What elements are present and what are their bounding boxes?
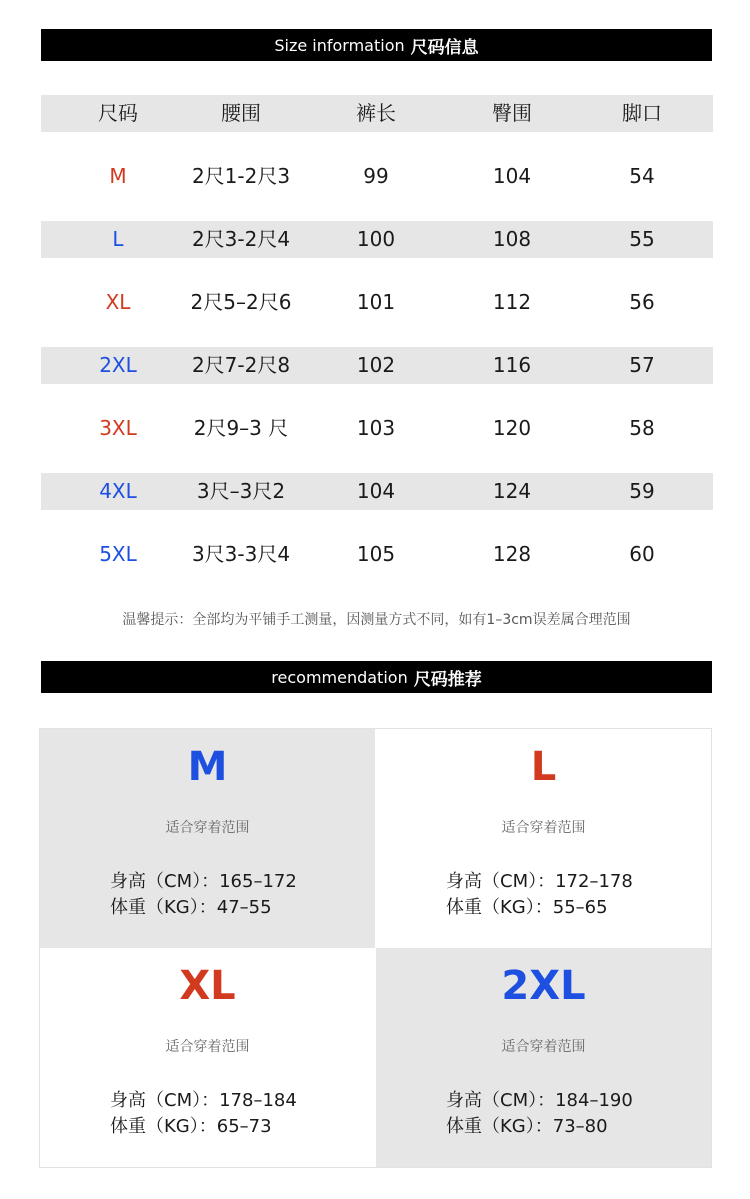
hem-cell: 60 [629,542,655,566]
length-cell: 102 [356,353,396,377]
header-size: 尺码 [98,101,138,125]
hip-cell: 116 [492,353,532,377]
waist-cell: 2尺9–3 尺 [193,416,289,440]
size-cell: 3XL [99,416,137,440]
measurement-tip: 温馨提示：全部均为平铺手工测量，因测量方式不同，如有1–3cm误差属合理范围 [122,612,631,628]
card-size-label: XL [179,963,236,1009]
size-cell: 2XL [99,353,137,377]
card-weight: 体重（KG）：55–65 [446,897,608,918]
card-range-label: 适合穿着范围 [501,820,586,836]
recommendation-header-en: recommendation [271,667,408,687]
size-cell: 5XL [99,542,137,566]
size-info-header [41,29,712,61]
length-cell: 104 [356,479,396,503]
card-weight: 体重（KG）：47–55 [110,897,272,918]
table-row [41,473,713,510]
table-row [41,536,713,573]
table-row [41,221,713,258]
table-row [41,347,713,384]
card-height: 身高（CM）：172–178 [446,871,633,892]
card-range-label: 适合穿着范围 [165,1039,250,1055]
hip-cell: 124 [492,479,532,503]
size-info-header-cn: 尺码信息 [410,37,479,58]
length-cell: 99 [363,164,389,188]
recommendation-card-m [40,729,375,948]
length-cell: 100 [356,227,396,251]
hip-cell: 108 [492,227,532,251]
size-table [41,95,713,573]
waist-cell: 2尺7-2尺8 [191,353,291,377]
card-height: 身高（CM）：184–190 [446,1090,633,1111]
size-cell: 4XL [99,479,137,503]
card-weight: 体重（KG）：73–80 [446,1116,608,1137]
hip-cell: 120 [492,416,532,440]
card-height: 身高（CM）：178–184 [110,1090,297,1111]
card-size-label: M [187,744,228,790]
hip-cell: 112 [492,290,532,314]
size-cell: XL [105,290,131,314]
hip-cell: 128 [492,542,532,566]
recommendation-card-xl [40,948,375,1167]
card-size-label: L [530,744,557,790]
hem-cell: 54 [629,164,655,188]
card-range-label: 适合穿着范围 [501,1039,586,1055]
hip-cell: 104 [492,164,532,188]
recommendation-header [41,661,712,693]
hem-cell: 56 [629,290,655,314]
header-waist: 腰围 [221,101,261,125]
hem-cell: 55 [629,227,655,251]
waist-cell: 2尺3-2尺4 [191,227,291,251]
table-header-row [41,95,713,132]
header-hem: 脚口 [622,101,662,125]
hem-cell: 59 [629,479,655,503]
card-height: 身高（CM）：165–172 [110,871,297,892]
length-cell: 105 [356,542,396,566]
hem-cell: 57 [629,353,655,377]
card-range-label: 适合穿着范围 [165,820,250,836]
recommendation-card-2xl [376,948,711,1167]
waist-cell: 2尺1-2尺3 [191,164,291,188]
waist-cell: 3尺3-3尺4 [191,542,291,566]
recommendation-header-cn: 尺码推荐 [413,669,482,690]
table-row [41,284,713,321]
hem-cell: 58 [629,416,655,440]
waist-cell: 3尺–3尺2 [196,479,286,503]
recommendation-grid [39,728,712,1168]
length-cell: 101 [356,290,396,314]
card-weight: 体重（KG）：65–73 [110,1116,272,1137]
table-row [41,410,713,447]
waist-cell: 2尺5–2尺6 [190,290,292,314]
size-info-header-en: Size information [274,35,405,55]
header-hip: 臀围 [492,101,532,125]
size-cell: M [109,164,127,188]
card-size-label: 2XL [501,963,586,1009]
length-cell: 103 [356,416,396,440]
header-length: 裤长 [356,101,396,125]
size-cell: L [112,227,124,251]
table-row [41,158,713,195]
recommendation-card-l [376,729,711,948]
